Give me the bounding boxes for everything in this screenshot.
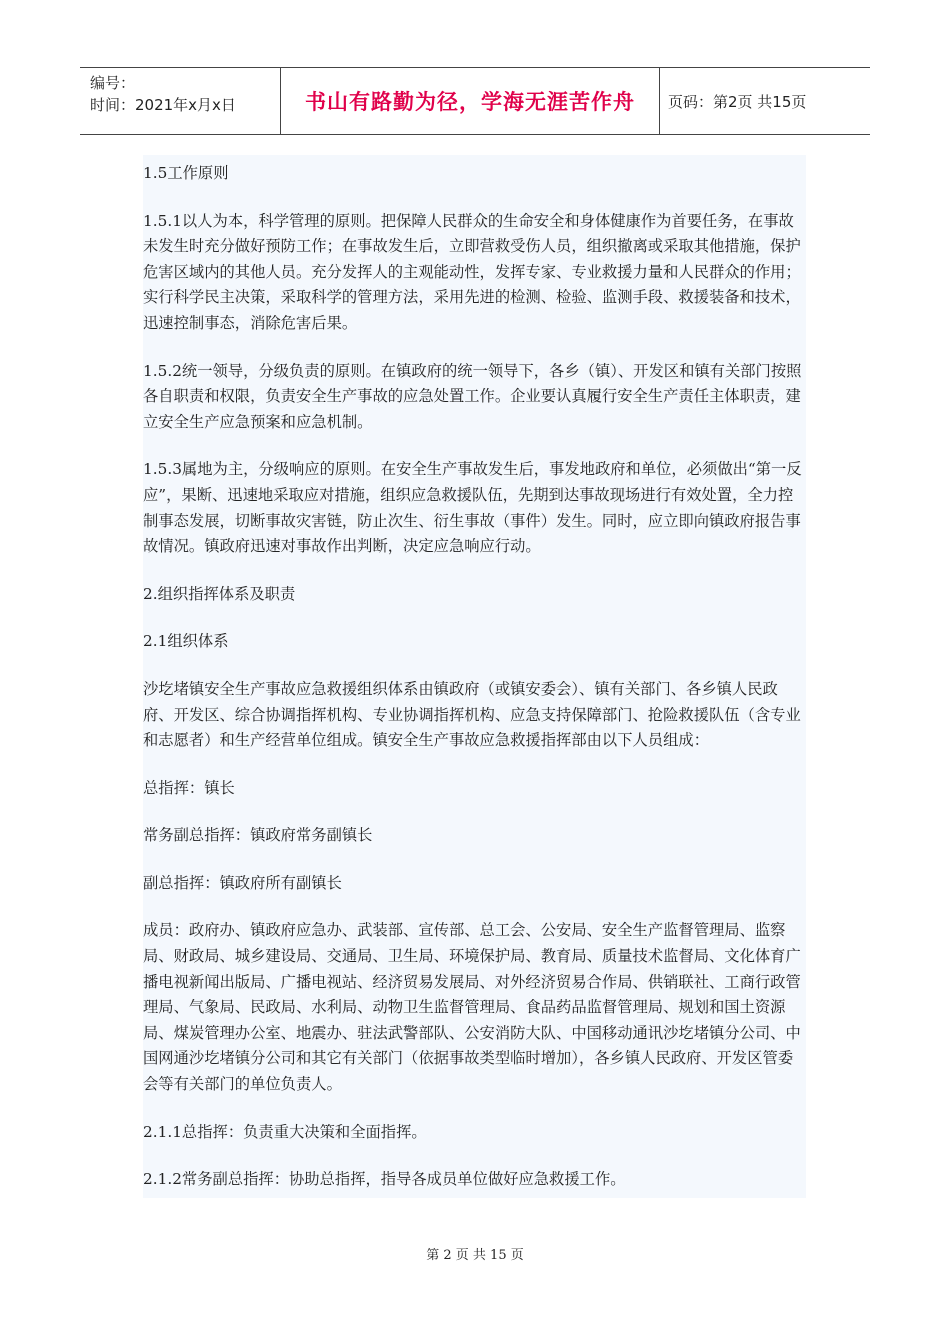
paragraph-1-5-2: 1.5.2统一领导，分级负责的原则。在镇政府的统一领导下，各乡（镇）、开发区和镇有关部门按照各自职责和权限，负责安全生产事故的应急处置工作。企业要认真履行安全生产责任主体职责，建立安全生产应急预案和应急机制。 xyxy=(143,361,802,431)
deputy-commander-line: 副总指挥：镇政府所有副镇长 xyxy=(143,873,342,892)
header-page-info: 页码：第2页 共15页 xyxy=(668,92,807,111)
paragraph-1-5-3: 1.5.3属地为主，分级响应的原则。在安全生产事故发生后，事发地政府和单位，必须做出“第一反应”，果断、迅速地采取应对措施，组织应急救援队伍，先期到达事故现场进行有效处置，全力控制事态发展，切断事故灾害链，防止次生、衍生事故（事件）发生。同时，应立即向镇政府报告事故情况。镇政府迅速对事故作出判断，决定应急响应行动。 xyxy=(143,460,802,556)
header-motto: 书山有路勤为径，学海无涯苦作舟 xyxy=(280,68,660,134)
section-heading-1-5: 1.5工作原则 xyxy=(143,164,229,182)
section-heading-2-1: 2.1组织体系 xyxy=(143,632,229,651)
paragraph-organization: 沙圪堵镇安全生产事故应急救援组织体系由镇政府（或镇安委会）、镇有关部门、各乡镇人民政府、开发区、综合协调指挥机构、专业协调指挥机构、应急支持保障部门、抢险救援队伍（含专业和志愿者）和生产经营单位组成。镇安全生产事故应急救援指挥部由以下人员组成： xyxy=(143,679,801,750)
header-meta xyxy=(80,68,280,134)
document-body xyxy=(143,155,806,1198)
commander-line: 总指挥：镇长 xyxy=(143,778,235,797)
section-heading-2: 2.组织指挥体系及职责 xyxy=(143,584,296,603)
paragraph-1-5-1: 1.5.1以人为本，科学管理的原则。把保障人民群众的生命安全和身体健康作为首要任务，在事故未发生时充分做好预防工作；在事故发生后，立即营救受伤人员，组织撤离或采取其他措施，保护危害区域内的其他人员。充分发挥人的主观能动性，发挥专家、专业救援力量和人民群众的作用；实行科学民主决策，采取科学的管理方法，采用先进的检测、检验、监测手段、救援装备和技术，迅速控制事态，消除危害后果。 xyxy=(143,211,801,332)
members-paragraph: 成员：政府办、镇政府应急办、武装部、宣传部、总工会、公安局、安全生产监督管理局、监察局、财政局、城乡建设局、交通局、卫生局、环境保护局、教育局、质量技术监督局、文化体育广播电视新闻出版局、广播电视站、经济贸易发展局、对外经济贸易合作局、供销联社、工商行政管理局、气象局、民政局、水利局、动物卫生监督管理局、食品药品监督管理局、规划和国土资源局、煤炭管理办公室、地震办、驻法武警部队、公安消防大队、中国移动通讯沙圪堵镇分公司、中国网通沙圪堵镇分公司和其它有关部门（依据事故类型临时增加），各乡镇人民政府、开发区管委会等有关部门的单位负责人。 xyxy=(143,921,801,1094)
paragraph-2-1-2: 2.1.2常务副总指挥：协助总指挥，指导各成员单位做好应急救援工作。 xyxy=(143,1170,626,1189)
document-number-label: 编号： xyxy=(90,74,136,92)
page-header xyxy=(80,67,870,135)
paragraph-2-1-1: 2.1.1总指挥：负责重大决策和全面指挥。 xyxy=(143,1122,427,1141)
page-footer: 第 2 页 共 15 页 xyxy=(426,1248,524,1263)
executive-deputy-line: 常务副总指挥：镇政府常务副镇长 xyxy=(143,826,373,845)
document-date-label: 时间：2021年x月x日 xyxy=(90,96,236,114)
